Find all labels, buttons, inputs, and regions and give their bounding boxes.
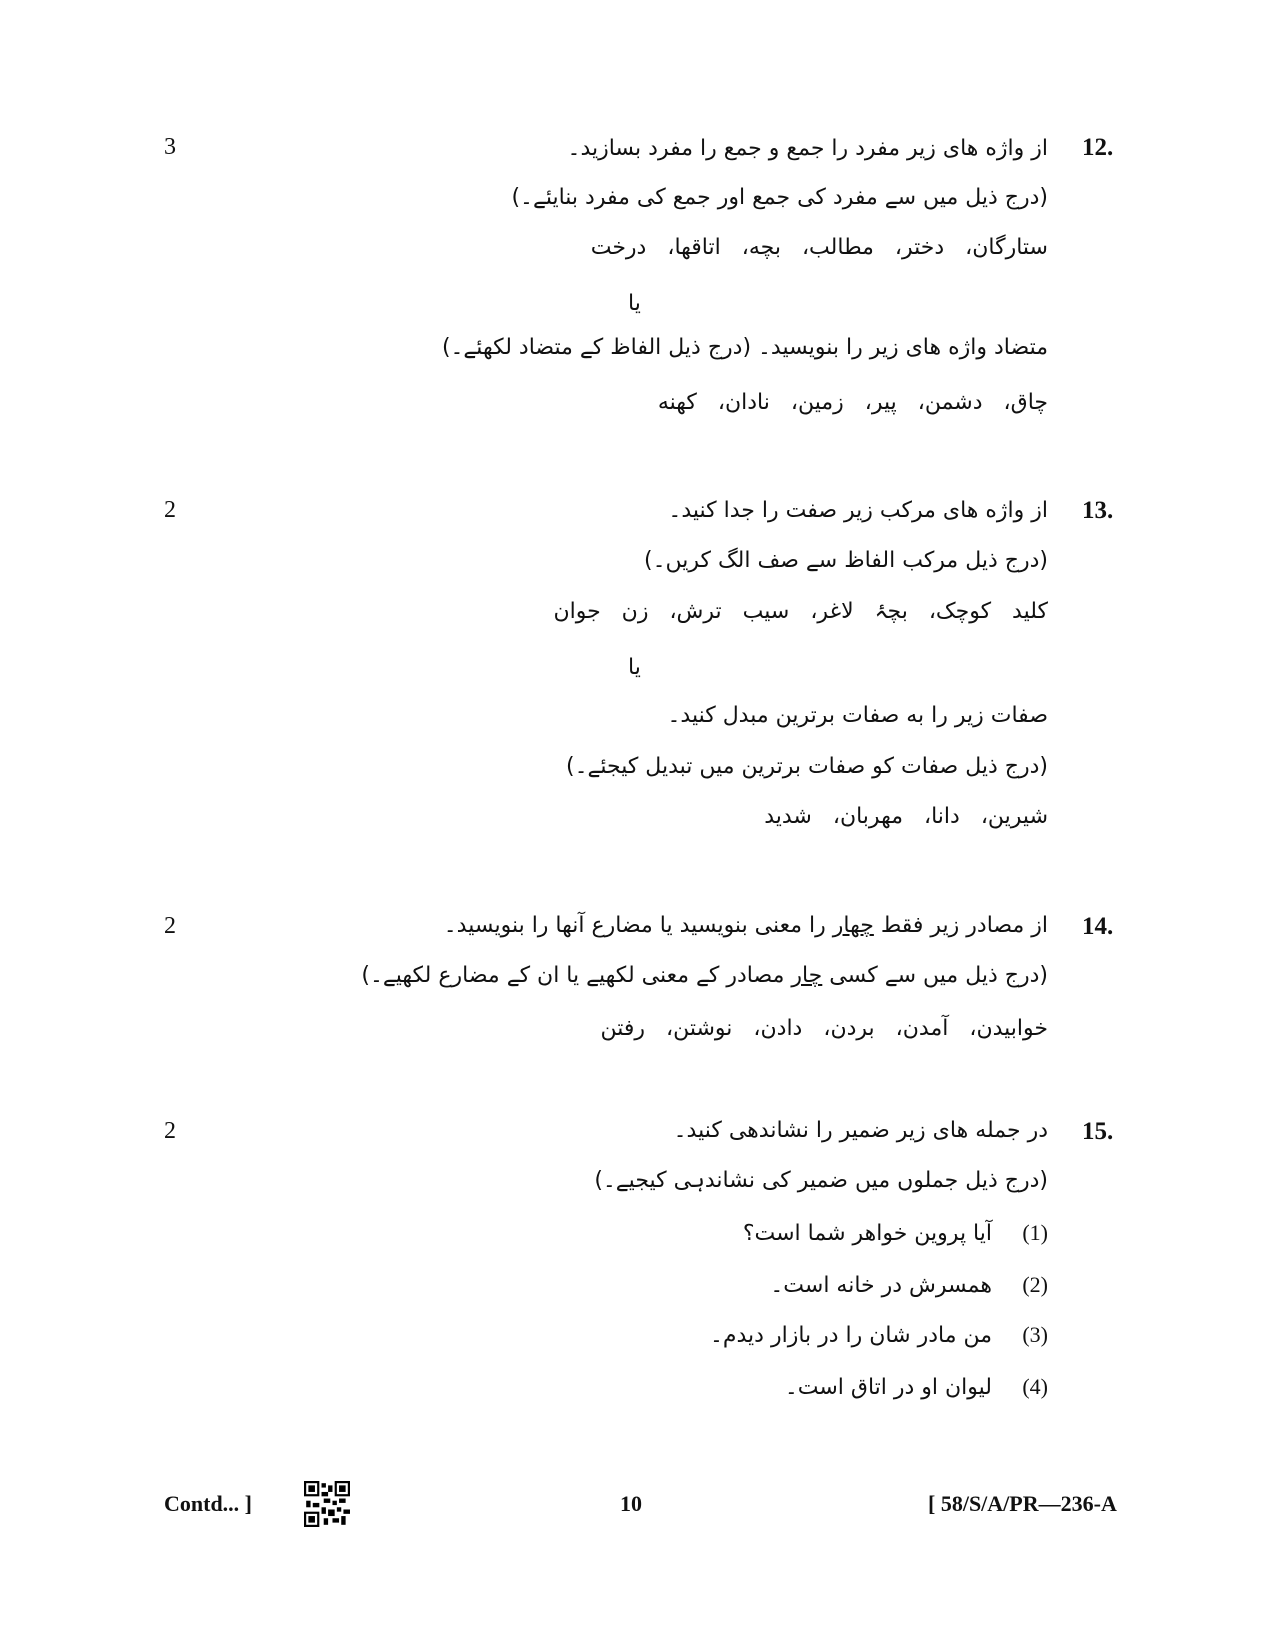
q12-alt-word-list: چاق، دشمن، پیر، زمین، نادان، کهنه: [657, 390, 1048, 415]
q12-marks: 3: [164, 134, 176, 160]
q12-number: 12.: [1082, 134, 1114, 161]
q12-instruction-persian: از واژه های زیر مفرد را جمع و جمع را مفرد بسازید۔: [567, 136, 1048, 161]
q13-alt-word-list: شیرین، دانا، مهربان، شدید: [764, 804, 1048, 829]
q14-instruction-persian: از مصادر زیر فقط چهار را معنی بنویسید یا مضارع آنها را بنویسید۔: [443, 913, 1048, 938]
page-number: 10: [620, 1491, 642, 1516]
q12-word-list: ستارگان، دختر، مطالب، بچه، اتاقها، درخت: [590, 235, 1048, 260]
q13-alt-instruction-urdu: (درج ذیل صفات کو صفات برترین میں تبدیل کیجئے۔): [566, 754, 1048, 779]
q15-item: (3)من مادر شان را در بازار دیدم۔: [709, 1322, 1048, 1348]
q15-instruction-persian: در جمله های زیر ضمیر را نشاندهی کنید۔: [673, 1118, 1048, 1143]
q14-instruction-urdu: (درج ذیل میں سے کسی چار مصادر کے معنی لکھیے یا ان کے مضارع لکھیے۔): [361, 963, 1048, 988]
q14-number: 14.: [1082, 913, 1114, 940]
q15-item: (1)آیا پروین خواهر شما است؟: [742, 1220, 1048, 1246]
q13-instruction-urdu: (درج ذیل مرکب الفاظ سے صف الگ کریں۔): [644, 548, 1048, 573]
qr-code-icon: [304, 1481, 350, 1527]
q13-word-list: کلید کوچک، بچۂ لاغر، سیب ترش، زن جوان: [553, 599, 1048, 624]
q13-number: 13.: [1082, 497, 1114, 524]
q15-item: (2)همسرش در خانه است۔: [770, 1272, 1048, 1298]
footer-contd: Contd... ]: [164, 1491, 253, 1516]
q12-instruction-urdu: (درج ذیل میں سے مفرد کی جمع اور جمع کی مفرد بنایئے۔): [511, 185, 1048, 210]
q12-or: یا: [628, 291, 641, 316]
q14-marks: 2: [164, 913, 176, 939]
q13-instruction-persian: از واژه های مرکب زیر صفت را جدا کنید۔: [668, 498, 1048, 523]
q15-marks: 2: [164, 1118, 176, 1144]
q15-item: (4)لیوان او در اتاق است۔: [784, 1374, 1048, 1400]
q14-underlined-count: چهار: [832, 913, 874, 938]
q12-alt-instruction: متضاد واژه های زیر را بنویسید۔ (درج ذیل الفاظ کے متضاد لکھئے۔): [441, 335, 1048, 360]
q15-number: 15.: [1082, 1118, 1114, 1145]
q13-marks: 2: [164, 497, 176, 523]
q14-word-list: خوابیدن، آمدن، بردن، دادن، نوشتن، رفتن: [600, 1016, 1048, 1041]
q14-underlined-count-urdu: چار: [791, 963, 823, 988]
q13-or: یا: [628, 655, 641, 680]
q15-instruction-urdu: (درج ذیل جملوں میں ضمیر کی نشاندہی کیجیے۔): [594, 1168, 1048, 1193]
paper-code: [ 58/S/A/PR—236-A: [928, 1491, 1117, 1516]
q13-alt-instruction-persian: صفات زیر را به صفات برترین مبدل کنید۔: [667, 703, 1048, 728]
